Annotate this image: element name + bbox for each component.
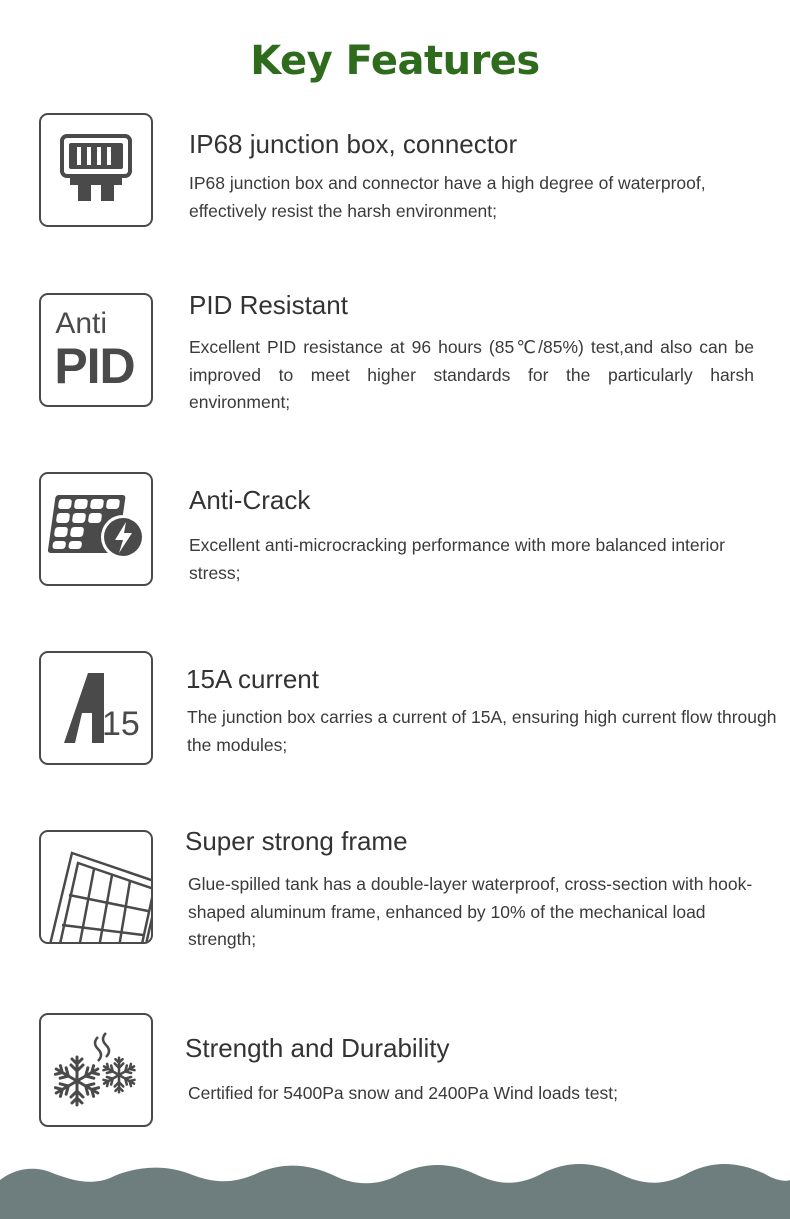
feature-title: 15A current — [186, 664, 319, 694]
feature-description: Certified for 5400Pa snow and 2400Pa Wind loads test; — [188, 1083, 618, 1103]
snow-wind-icon — [39, 1013, 153, 1127]
feature-durability — [0, 1013, 790, 1133]
anti-pid-icon-label-large: PID — [54, 338, 135, 394]
feature-description: Excellent PID resistance at 96 hours (85℃/85%) test,and also can be improved to meet higher standards for the particularly harsh environment; — [189, 337, 754, 412]
feature-description: IP68 junction box and connector have a high degree of waterproof, effectively resist the harsh environment; — [189, 173, 706, 221]
anti-pid-icon — [39, 293, 153, 407]
feature-description: Excellent anti-microcracking performance with more balanced interior stress; — [189, 535, 725, 583]
current-15a-icon-label: 15 — [102, 705, 140, 743]
current-15a-icon — [39, 651, 153, 765]
feature-title: Strength and Durability — [185, 1033, 450, 1063]
wave-footer — [0, 1160, 790, 1219]
feature-15a-current — [0, 651, 790, 771]
panel-frame-icon — [39, 830, 153, 944]
feature-anti-crack — [0, 472, 790, 592]
feature-title: IP68 junction box, connector — [189, 129, 518, 159]
feature-pid — [0, 290, 790, 413]
page-title: Key Features — [250, 38, 540, 84]
feature-ip68 — [0, 113, 790, 233]
feature-strong-frame — [0, 826, 790, 950]
solar-panel-lightning-icon — [39, 472, 153, 586]
anti-pid-icon-label-small: Anti — [55, 307, 108, 340]
feature-description: Glue-spilled tank has a double-layer waterproof, cross-section with hook-shaped aluminum frame, enhanced by 10% of the mechanical load strength; — [188, 874, 753, 949]
feature-title: PID Resistant — [189, 290, 348, 320]
feature-title: Anti-Crack — [189, 485, 311, 515]
feature-title: Super strong frame — [185, 826, 408, 856]
feature-description: The junction box carries a current of 15A, ensuring high current flow through the modules; — [187, 707, 777, 755]
junction-box-icon — [39, 113, 153, 227]
